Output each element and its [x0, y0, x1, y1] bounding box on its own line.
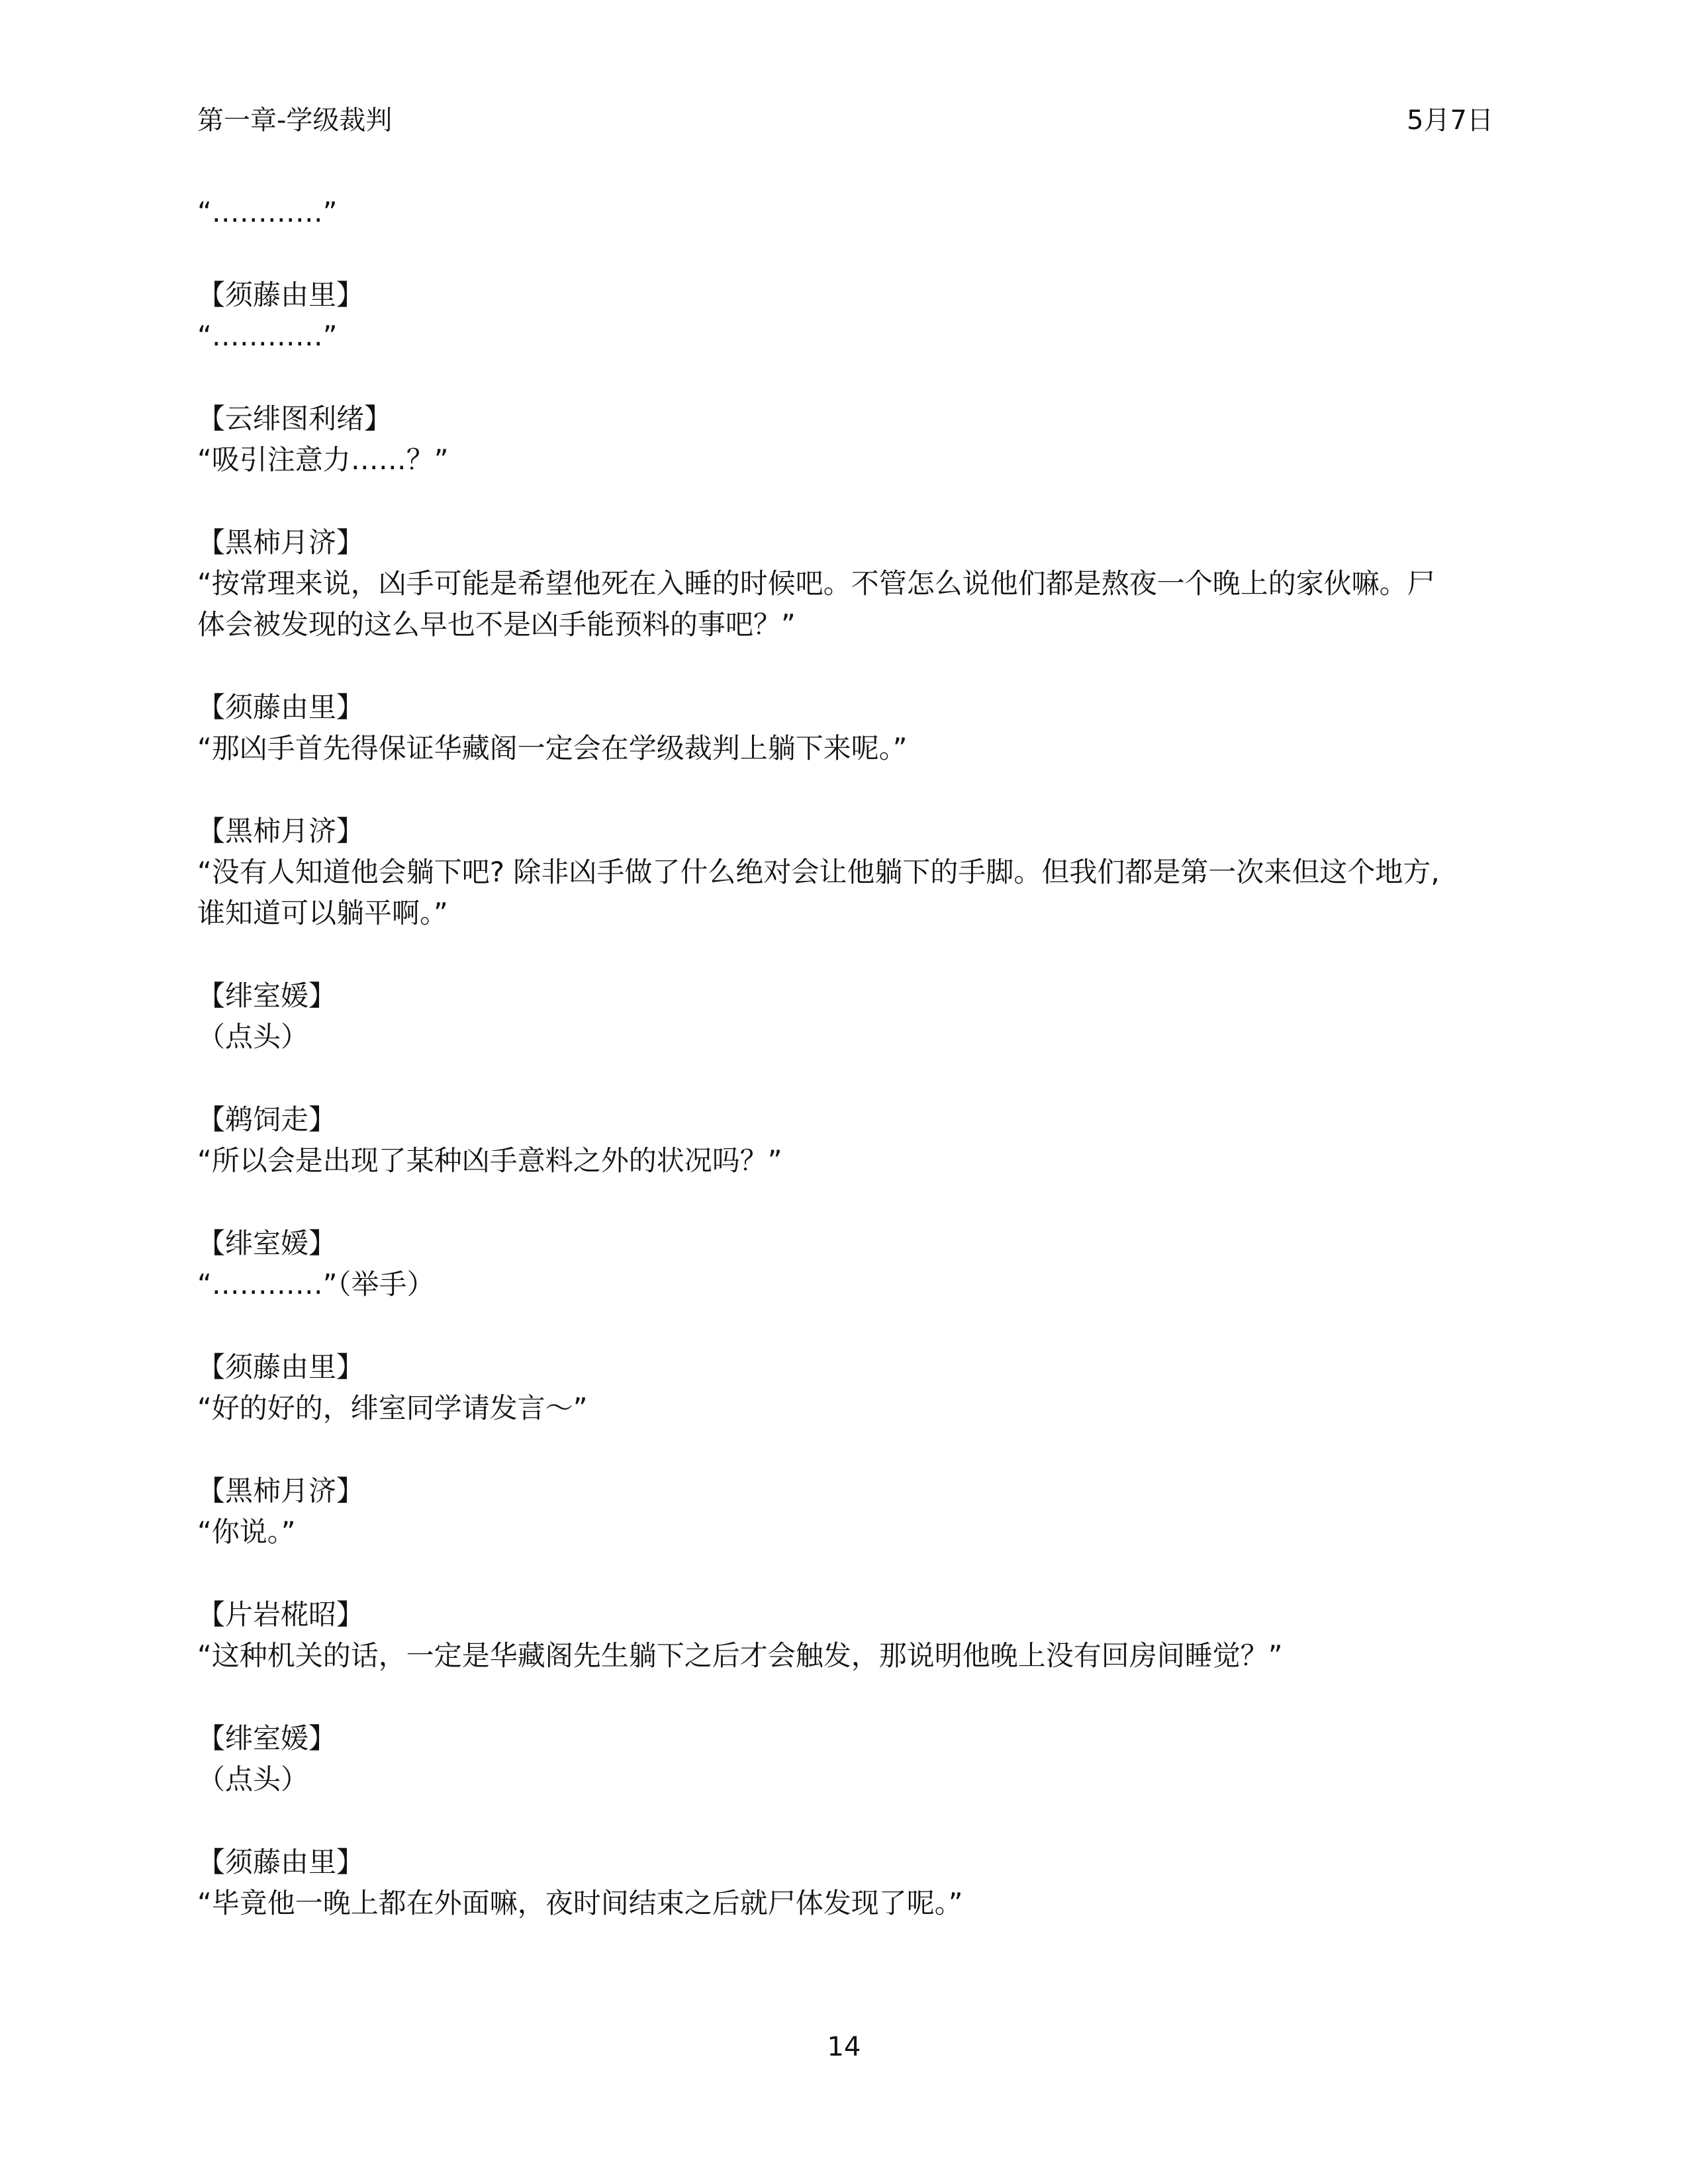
dialogue-line: 谁知道可以躺平啊。” — [197, 897, 448, 929]
speaker-name: 【鹈饲走】 — [197, 1103, 337, 1136]
speaker-name: 【黑柿月济】 — [197, 815, 365, 847]
dialogue-entry — [197, 811, 1495, 934]
dialogue-line: “吸引注意力……？” — [197, 443, 449, 476]
dialogue-line: “好的好的，绯室同学请发言～” — [197, 1392, 588, 1424]
speaker-name: 【须藤由里】 — [197, 279, 365, 311]
dialogue-line: “毕竟他一晚上都在外面嘛，夜时间结束之后就尸体发现了呢。” — [197, 1887, 963, 1919]
dialogue-entry — [197, 398, 1495, 480]
speaker-name: 【黑柿月济】 — [197, 526, 365, 559]
dialogue-entry — [197, 1842, 1495, 1924]
dialogue-line: “这种机关的话，一定是华藏阁先生躺下之后才会触发，那说明他晚上没有回房间睡觉？” — [197, 1639, 1283, 1672]
dialogue-line: “你说。” — [197, 1516, 296, 1548]
speaker-name: 【绯室媛】 — [197, 1227, 337, 1259]
dialogue-entry — [197, 1347, 1495, 1429]
dialogue-entry — [197, 192, 1495, 233]
speaker-name: 【须藤由里】 — [197, 1351, 365, 1383]
speaker-name: 【须藤由里】 — [197, 691, 365, 723]
document-body — [197, 192, 1495, 1966]
dialogue-line: （点头） — [197, 1763, 309, 1796]
speaker-name: 【片岩椛昭】 — [197, 1598, 365, 1631]
dialogue-entry — [197, 687, 1495, 769]
speaker-name: 【云绯图利绪】 — [197, 402, 393, 435]
page-header — [197, 99, 1493, 139]
dialogue-line: “那凶手首先得保证华藏阁一定会在学级裁判上躺下来呢。” — [197, 732, 908, 764]
dialogue-line: “…………”（举手） — [197, 1268, 435, 1300]
dialogue-entry — [197, 522, 1495, 645]
speaker-name: 【绯室媛】 — [197, 979, 337, 1012]
dialogue-entry — [197, 976, 1495, 1058]
dialogue-entry — [197, 1223, 1495, 1305]
dialogue-line: “…………” — [197, 320, 338, 352]
dialogue-line: “所以会是出现了某种凶手意料之外的状况吗？” — [197, 1144, 782, 1177]
page-number: 14 — [827, 2032, 861, 2062]
speaker-name: 【绯室媛】 — [197, 1722, 337, 1754]
dialogue-line: “没有人知道他会躺下吧? 除非凶手做了什么绝对会让他躺下的手脚。但我们都是第一次来但这个地方, — [197, 856, 1440, 888]
speaker-name: 【黑柿月济】 — [197, 1475, 365, 1507]
dialogue-line: （点头） — [197, 1021, 309, 1053]
dialogue-line: 体会被发现的这么早也不是凶手能预料的事吧？” — [197, 608, 796, 641]
header-date: 5月7日 — [1407, 105, 1493, 136]
speaker-name: 【须藤由里】 — [197, 1846, 365, 1878]
dialogue-entry — [197, 1718, 1495, 1800]
chapter-title: 第一章-学级裁判 — [197, 105, 393, 136]
dialogue-entry — [197, 1594, 1495, 1676]
dialogue-entry — [197, 275, 1495, 357]
dialogue-line: “…………” — [197, 196, 338, 228]
dialogue-line: “按常理来说，凶手可能是希望他死在入睡的时候吧。不管怎么说他们都是熬夜一个晚上的家伙嘛。尸 — [197, 567, 1435, 600]
dialogue-entry — [197, 1471, 1495, 1553]
dialogue-entry — [197, 1099, 1495, 1181]
